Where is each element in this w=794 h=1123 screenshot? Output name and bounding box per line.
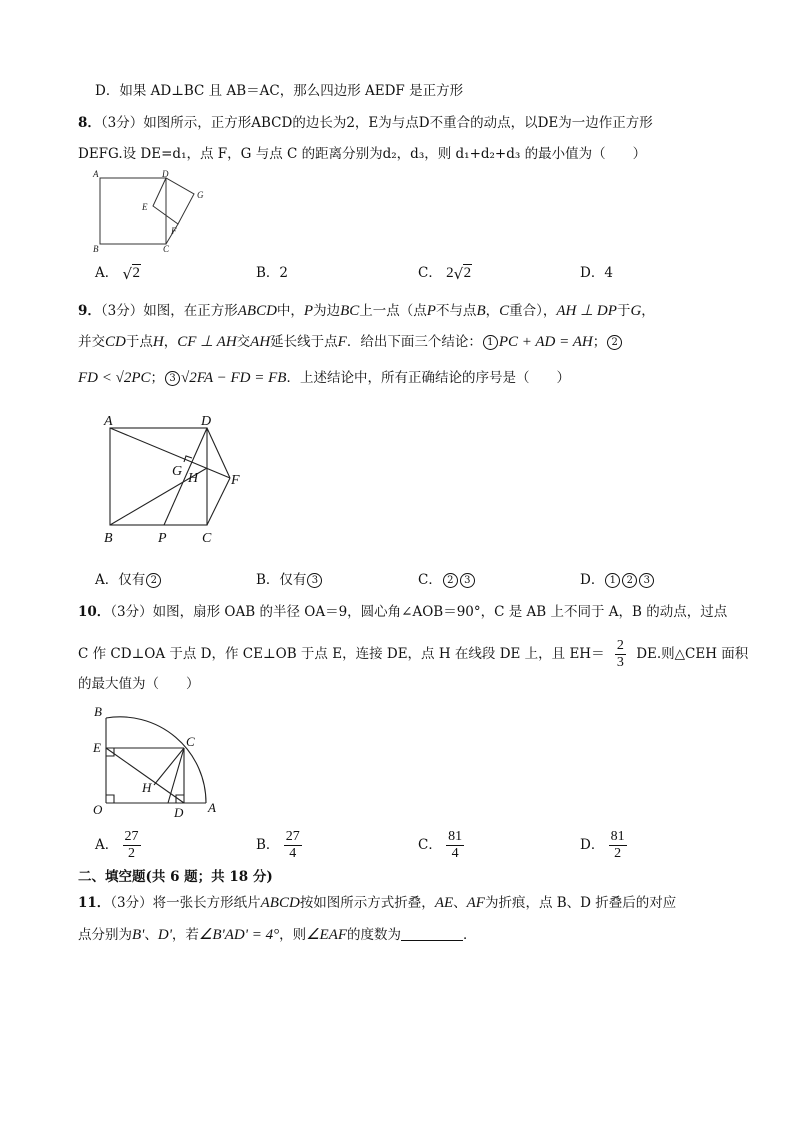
q8-label-b: B [93,244,99,254]
q9-option-c[interactable]: C． 2 3 [418,571,476,589]
q9-segment-df [207,428,230,478]
q10-line3: 的最大值为（ ） [78,676,200,692]
q9-option-a[interactable]: A．仅有 2 [95,571,162,589]
q8-text1: 如图所示，正方形ABCD的边长为2，E为与点D不重合的动点，以DE为一边作正方形 [143,115,653,131]
q9-figure [100,410,260,550]
q10-line2: C 作 CD⊥OA 于点 D，作 CE⊥OB 于点 E，连接 DE，点 H 在线段 DE 上，且 EH＝ $\frac{2}{3}$ DE.则△CEH 面积 [78,638,749,670]
q11-line1: 11．（3分）将一张长方形纸片ABCD按如图所示方式折叠，AE、AF为折痕，点 B、D 折叠后的对应 [78,895,677,911]
q10-figure [88,700,228,825]
q10-option-b[interactable]: B． $\frac{27}{4}$ [256,829,300,861]
q9-label-f: F [231,473,240,488]
q9-segment-dp [164,428,207,525]
q10-right-angle-o [106,795,114,803]
circled-2: 2 [607,335,622,350]
q10-line1: 10．（3分）如图，扇形 OAB 的半径 OA＝9，圆心角∠AOB＝90°，C 是 AB 上不同于 A，B 的动点，过点 [78,604,728,620]
q10-label-b: B [94,704,102,719]
q8-line2: DEFG.设 DE=d₁，点 F，G 与点 C 的距离分别为d₂，d₃，则 d₁+d₂+d₃ 的最小值为（ ） [78,146,647,162]
q8-line1 [78,114,653,132]
q8-label-e: E [142,202,148,212]
q8-square-abcd [100,178,166,244]
q9-line1: 9．（3分）如图，在正方形ABCD中，P为边BC上一点（点P不与点B，C重合），AH ⊥ DP于G， [78,303,655,319]
q10-fraction: $\frac{2}{3}$ [616,638,624,670]
q9-line2: 并交CD于点H，CF ⊥ AH交AH延长线于点F．给出下面三个结论： 1 PC + AD = AH； 2 [78,333,623,351]
circled-1: 1 [483,335,498,350]
q9-label-d: D [201,414,212,429]
q10-label-a: A [208,800,216,815]
q9-option-b[interactable]: B．仅有 3 [256,571,323,589]
q8-option-d[interactable]: D．4 [580,265,613,281]
q8-score: （3分） [100,115,144,131]
q9-label-b: B [104,531,113,546]
q8-square-defg [153,178,194,224]
q9-label-g: G [172,464,183,479]
q9-line3: FD < √2PC； 3 √2FA − FD = FB．上述结论中，所有正确结论的序号是（ ） [78,370,570,386]
q8-label-a: A [93,169,99,179]
answer-blank[interactable] [401,926,463,941]
q8-label-g: G [197,190,204,200]
q7-option-d: D．如果 AD⊥BC 且 AB＝AC，那么四边形 AEDF 是正方形 [95,83,464,99]
q10-option-c[interactable]: C． $\frac{81}{4}$ [418,829,463,861]
q8-number: 8． [78,115,101,131]
q8-option-a[interactable]: A． √ 2 [95,265,141,283]
q10-option-d[interactable]: D． $\frac{81}{2}$ [580,829,625,861]
q8-option-c[interactable]: C． 2 √ 2 [418,265,472,283]
q8-label-c: C [163,244,170,254]
section-title: 二、填空题(共 6 题；共 18 分) [78,869,273,885]
q9-label-p: P [158,531,167,546]
q8-figure [90,168,220,258]
q9-label-c: C [202,531,212,546]
q10-option-a[interactable]: A． $\frac{27}{2}$ [95,829,139,861]
q11-line2: 点分别为B'、D'，若∠B'AD' = 4°，则∠EAF的度数为 ． [78,927,477,943]
q9-label-h: H [188,471,199,486]
q9-label-a: A [104,414,113,429]
circled-3: 3 [165,371,180,386]
q8-option-b[interactable]: B．2 [256,265,289,281]
q10-label-o: O [93,802,103,817]
q10-label-c: C [186,734,195,749]
q8-label-d: D [162,169,169,179]
q8-label-f: F [171,226,177,236]
q10-segment-ch [154,748,184,785]
q9-segment-cf [207,478,230,525]
q10-arc-ab [106,717,206,803]
q10-label-d: D [174,805,184,820]
q10-label-h: H [142,780,152,795]
q8-option-a-value: √ 2 [122,265,141,283]
q9-option-d[interactable]: D． 1 2 3 [580,571,655,589]
q9-segment-af [110,428,230,478]
q10-label-e: E [93,740,101,755]
